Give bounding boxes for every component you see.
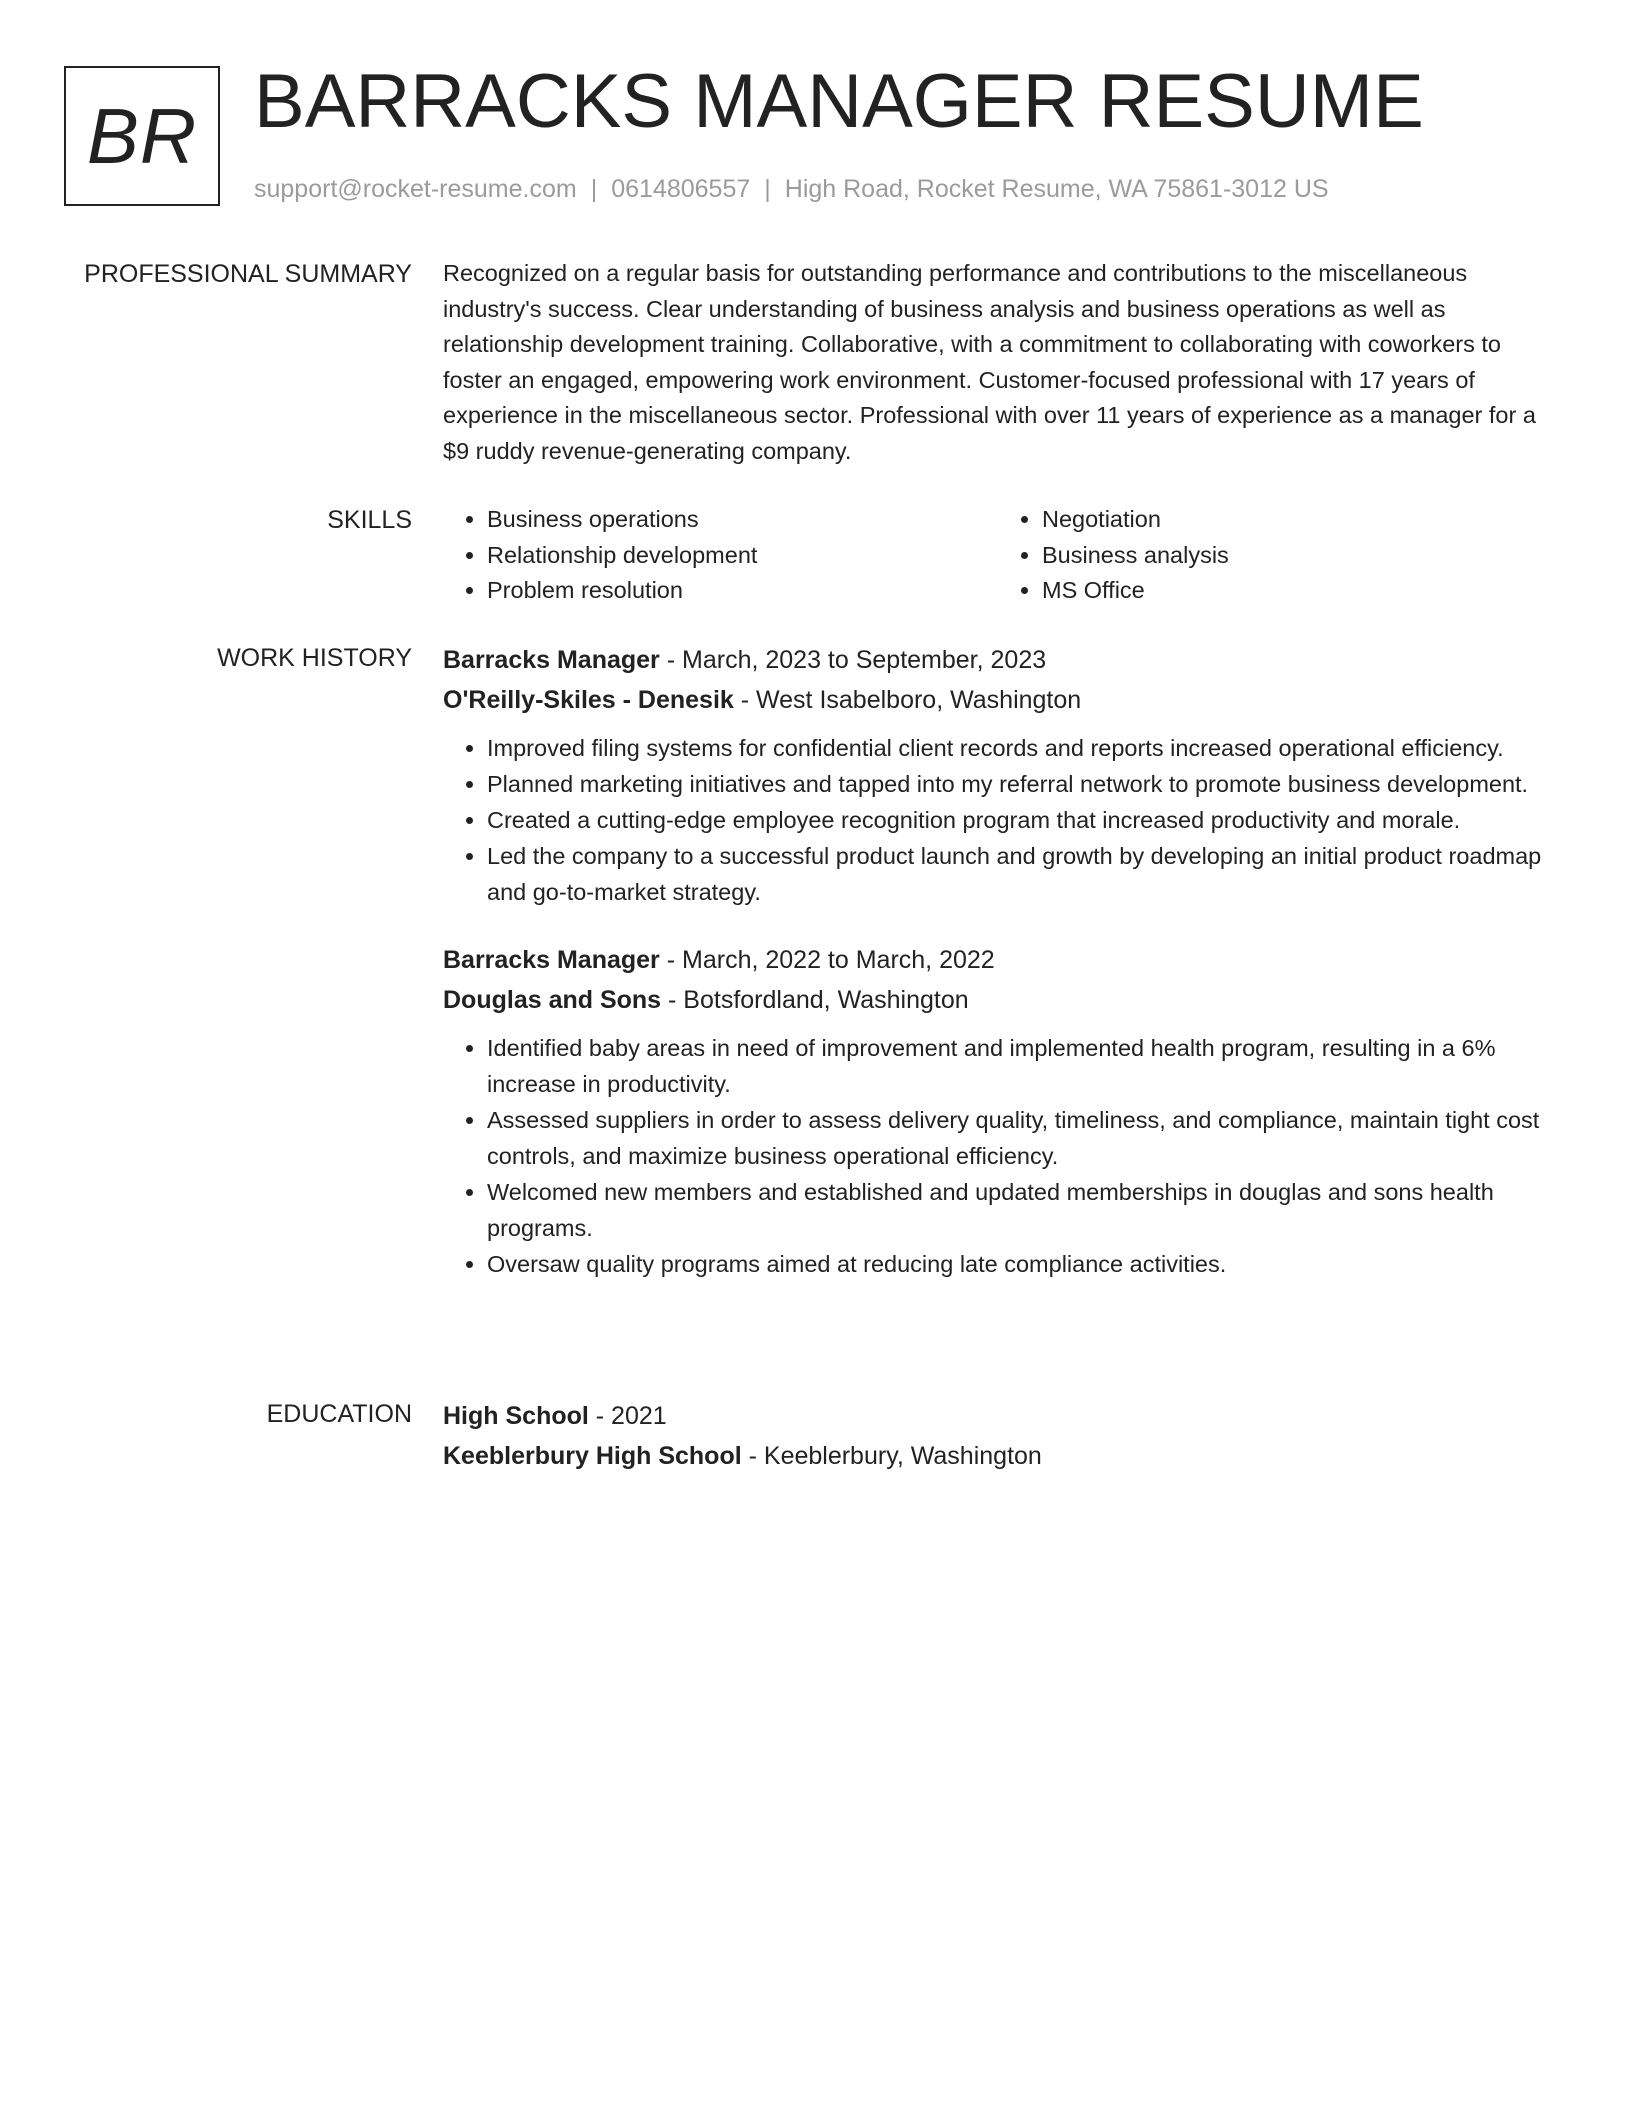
skill-item: • Business operations <box>487 502 998 538</box>
work-body <box>443 640 1553 1282</box>
job-company-line <box>443 980 1553 1020</box>
skills-grid <box>443 502 1553 609</box>
job-bullet: • Identified baby areas in need of improvement and implemented health program, resulting in a 6% increase in productivity. <box>487 1030 1553 1102</box>
job-bullets <box>443 730 1553 910</box>
skills-column-right <box>998 502 1553 609</box>
education-location: - Keeblerbury, Washington <box>741 1442 1042 1470</box>
skill-item: • MS Office <box>1042 573 1553 609</box>
job-title-line <box>443 640 1553 680</box>
skill-item: • Relationship development <box>487 538 998 574</box>
summary-text: Recognized on a regular basis for outstanding performance and contributions to the miscellaneous industry's success. Clear understanding of business analysis and business operations as well as relationship development training. Collaborative, with a commitment to collaborating with coworkers to foster an engaged, empowering work environment. Customer-focused professional with 17 years of experience in the miscellaneous sector. Professional with over 11 years of experience as a manager for a $9 ruddy revenue-generating company. <box>443 260 1536 464</box>
skills-heading: SKILLS <box>327 506 412 534</box>
education-body <box>443 1396 1553 1476</box>
monogram-initials: BR <box>86 92 198 180</box>
skill-item: • Negotiation <box>1042 502 1553 538</box>
education-degree: High School <box>443 1402 589 1430</box>
job-bullet: • Assessed suppliers in order to assess delivery quality, timeliness, and compliance, maintain tight cost controls, and maximize business operational efficiency. <box>487 1102 1553 1174</box>
work-heading: WORK HISTORY <box>217 644 412 672</box>
job-dates: - March, 2022 to March, 2022 <box>659 946 995 974</box>
summary-heading: PROFESSIONAL SUMMARY <box>84 260 412 288</box>
contact-phone: 0614806557 <box>611 175 751 203</box>
contact-line <box>254 172 1329 206</box>
monogram-box <box>64 66 220 206</box>
job-bullet: • Led the company to a successful product launch and growth by developing an initial product roadmap and go-to-market strategy. <box>487 838 1553 910</box>
contact-separator: | <box>590 175 598 203</box>
job-role: Barracks Manager <box>443 946 660 974</box>
job-bullets <box>443 1030 1553 1282</box>
contact-separator: | <box>764 175 771 203</box>
education-year: - 2021 <box>588 1402 667 1430</box>
job-role: Barracks Manager <box>443 646 660 674</box>
skill-item: • Business analysis <box>1042 538 1553 574</box>
education-heading: EDUCATION <box>266 1400 412 1428</box>
contact-email: support@rocket-resume.com <box>254 175 577 203</box>
contact-address: High Road, Rocket Resume, WA 75861-3012 US <box>784 175 1329 203</box>
education-degree-line <box>443 1396 1553 1436</box>
job-bullet: • Welcomed new members and established and updated memberships in douglas and sons health programs. <box>487 1174 1553 1246</box>
job-entry <box>443 940 1553 1282</box>
summary-body <box>443 256 1553 470</box>
skills-column-left <box>443 502 998 609</box>
job-company: Douglas and Sons <box>443 986 662 1014</box>
job-location: - West Isabelboro, Washington <box>733 686 1082 714</box>
job-bullet: • Oversaw quality programs aimed at reducing late compliance activities. <box>487 1246 1553 1282</box>
skill-item: • Problem resolution <box>487 573 998 609</box>
education-school-line <box>443 1436 1553 1476</box>
job-company-line <box>443 680 1553 720</box>
job-bullet: • Created a cutting-edge employee recognition program that increased productivity and morale. <box>487 802 1553 838</box>
job-bullet: • Improved filing systems for confidential client records and reports increased operational efficiency. <box>487 730 1553 766</box>
job-title-line <box>443 940 1553 980</box>
page-title: BARRACKS MANAGER RESUME <box>254 59 1424 144</box>
job-bullet: • Planned marketing initiatives and tapped into my referral network to promote business development. <box>487 766 1553 802</box>
job-dates: - March, 2023 to September, 2023 <box>659 646 1047 674</box>
skills-body <box>443 502 1553 609</box>
job-company: O'Reilly-Skiles - Denesik <box>443 686 734 714</box>
education-school: Keeblerbury High School <box>443 1442 742 1470</box>
job-entry <box>443 640 1553 910</box>
job-location: - Botsfordland, Washington <box>661 986 969 1014</box>
